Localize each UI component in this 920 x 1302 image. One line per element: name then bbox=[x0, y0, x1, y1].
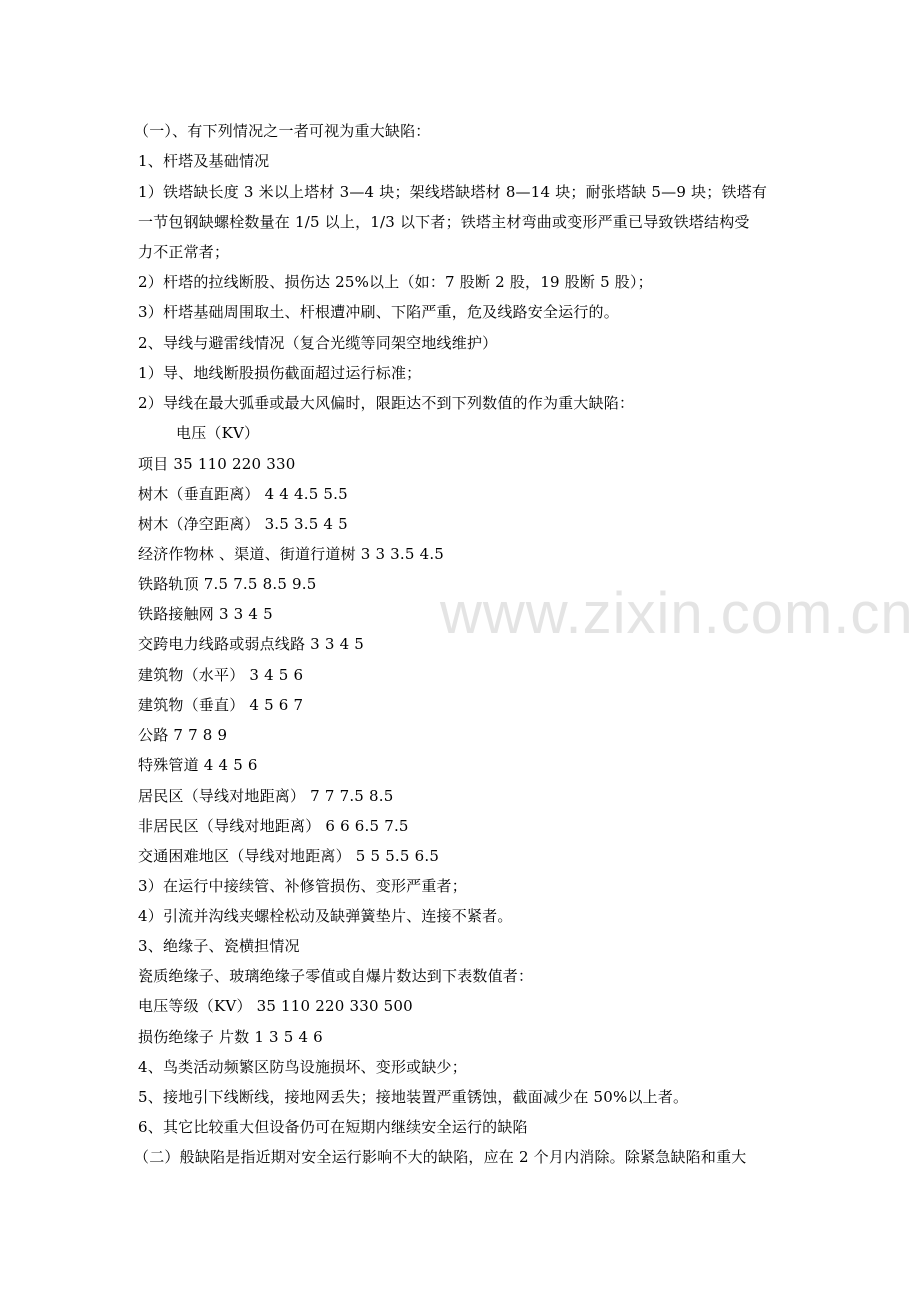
table-row: 铁路接触网 3 3 4 5 bbox=[138, 605, 273, 623]
paragraph-line: 瓷质绝缘子、玻璃绝缘子零值或自爆片数达到下表数值者： bbox=[138, 967, 534, 985]
paragraph-line: 2）导线在最大弧垂或最大风偏时，限距达不到下列数值的作为重大缺陷： bbox=[138, 394, 635, 412]
paragraph-line: 力不正常者； bbox=[138, 243, 230, 261]
subsection-other-defects: 6、其它比较重大但设备仍可在短期内继续安全运行的缺陷 bbox=[138, 1118, 528, 1136]
table-row: 树木（垂直距离） 4 4 4.5 5.5 bbox=[138, 485, 348, 503]
section-heading-general-defects: （二）般缺陷是指近期对安全运行影响不大的缺陷，应在 2 个月内消除。除紧急缺陷和重大 bbox=[134, 1148, 747, 1166]
table-row: 树木（净空距离） 3.5 3.5 4 5 bbox=[138, 515, 348, 533]
table-row: 交跨电力线路或弱点线路 3 3 4 5 bbox=[138, 635, 365, 653]
paragraph-line: 3）在运行中接续管、补修管损伤、变形严重者； bbox=[138, 877, 467, 895]
table-row: 建筑物（水平） 3 4 5 6 bbox=[138, 666, 304, 684]
table-caption-voltage: 电压（KV） bbox=[176, 424, 260, 442]
watermark: www.zixin.com.cn bbox=[440, 581, 914, 646]
table-row: 特殊管道 4 4 5 6 bbox=[138, 756, 258, 774]
table-row: 铁路轨顶 7.5 7.5 8.5 9.5 bbox=[138, 575, 317, 593]
paragraph-line: 4）引流并沟线夹螺栓松动及缺弹簧垫片、连接不紧者。 bbox=[138, 907, 513, 925]
section-heading-major-defects: （一）、有下列情况之一者可视为重大缺陷： bbox=[134, 122, 431, 140]
insulator-table-header-row: 电压等级（KV） 35 110 220 330 500 bbox=[138, 997, 413, 1015]
paragraph-line: 1）导、地线断股损伤截面超过运行标准； bbox=[138, 364, 422, 382]
subsection-insulator: 3、绝缘子、瓷横担情况 bbox=[138, 937, 300, 955]
table-row: 公路 7 7 8 9 bbox=[138, 726, 228, 744]
table-row: 居民区（导线对地距离） 7 7 7.5 8.5 bbox=[138, 787, 394, 805]
paragraph-line: 1）铁塔缺长度 3 米以上塔材 3—4 块；架线塔缺塔材 8—14 块；耐张塔缺 5—9 块；铁塔有 bbox=[138, 183, 768, 201]
table-row: 建筑物（垂直） 4 5 6 7 bbox=[138, 696, 304, 714]
table-row: 交通困难地区（导线对地距离） 5 5 5.5 6.5 bbox=[138, 847, 440, 865]
subsection-tower-foundation: 1、杆塔及基础情况 bbox=[138, 152, 270, 170]
table-row: 非居民区（导线对地距离） 6 6 6.5 7.5 bbox=[138, 817, 409, 835]
paragraph-line: 一节包钢缺螺栓数量在 1/5 以上，1/3 以下者；铁塔主材弯曲或变形严重已导致铁塔结构受 bbox=[138, 213, 750, 231]
subsection-conductor: 2、导线与避雷线情况（复合光缆等同架空地线维护） bbox=[138, 334, 498, 352]
paragraph-line: 3）杆塔基础周围取土、杆根遭冲刷、下陷严重，危及线路安全运行的。 bbox=[138, 303, 619, 321]
table-header-row: 项目 35 110 220 330 bbox=[138, 455, 296, 473]
paragraph-line: 2）杆塔的拉线断股、损伤达 25%以上（如：7 股断 2 股，19 股断 5 股）； bbox=[138, 273, 653, 291]
table-row: 经济作物林 、渠道、街道行道树 3 3 3.5 4.5 bbox=[138, 545, 445, 563]
subsection-bird-protection: 4、鸟类活动频繁区防鸟设施损坏、变形或缺少； bbox=[138, 1058, 467, 1076]
insulator-table-row: 损伤绝缘子 片数 1 3 5 4 6 bbox=[138, 1028, 323, 1046]
subsection-grounding: 5、接地引下线断线，接地网丢失；接地装置严重锈蚀，截面减少在 50%以上者。 bbox=[138, 1088, 689, 1106]
